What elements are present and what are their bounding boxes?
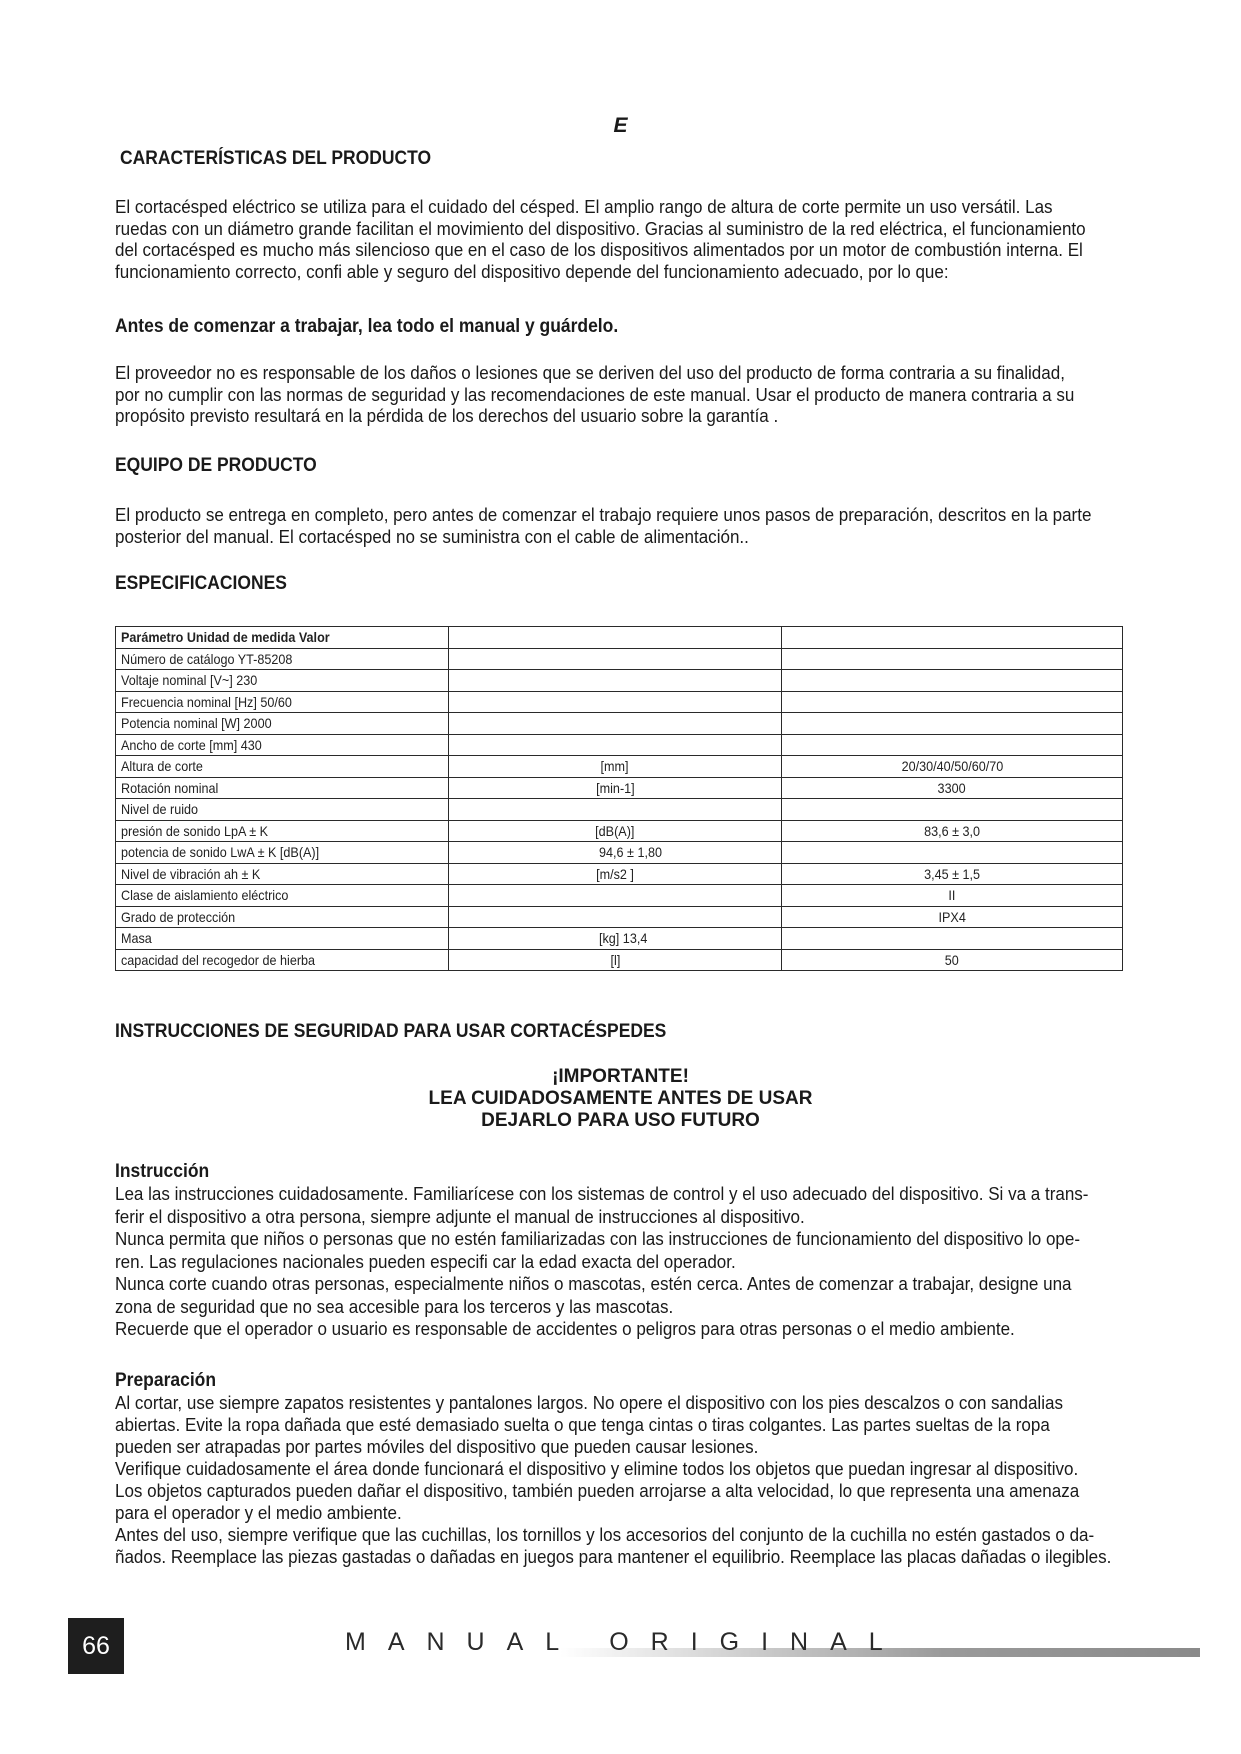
text-line: del cortacésped es mucho más silencioso que en el caso de los dispositivos alimentados por un motor de combustión interna. El	[115, 239, 1083, 260]
cell-text: capacidad del recogedor de hierba	[121, 951, 316, 968]
text-line: Los objetos capturados pueden dañar el dispositivo, también pueden arrojarse a alta velocidad, lo que representa una amenaza	[115, 1480, 1080, 1501]
table-cell	[116, 670, 449, 692]
cell-text: [l]	[610, 951, 620, 968]
cell-text: 3,45 ± 1,5	[924, 865, 980, 882]
table-cell	[782, 906, 1123, 928]
table-cell	[782, 670, 1123, 692]
cell-text: [mm]	[600, 758, 629, 775]
table-row	[116, 928, 1123, 950]
table-row	[116, 777, 1123, 799]
table-cell	[116, 949, 449, 971]
cell-text: Ancho de corte [mm] 430	[121, 736, 262, 753]
cell-text: Rotación nominal	[121, 779, 219, 796]
table-cell	[782, 713, 1123, 735]
table-cell	[449, 863, 782, 885]
table-cell	[782, 842, 1123, 864]
table-cell	[449, 928, 782, 950]
table-cell	[449, 691, 782, 713]
table-cell	[449, 734, 782, 756]
table-row	[116, 842, 1123, 864]
preparation-paragraph	[115, 1392, 1238, 1568]
cell-text: presión de sonido LpA ± K	[121, 822, 269, 839]
table-row	[116, 734, 1123, 756]
table-cell	[116, 842, 449, 864]
cell-text: [m/s2 ]	[596, 865, 634, 882]
table-cell	[782, 799, 1123, 821]
liability-paragraph	[115, 362, 1238, 427]
table-cell	[116, 627, 449, 649]
table-cell	[116, 863, 449, 885]
equipment-paragraph	[115, 504, 1238, 547]
table-cell	[116, 734, 449, 756]
table-cell	[116, 820, 449, 842]
table-row	[116, 906, 1123, 928]
text-line: Nunca corte cuando otras personas, especialmente niños o mascotas, estén cerca. Antes de comenzar a trabajar, designe una	[115, 1273, 1072, 1294]
cell-text: [kg] 13,4	[599, 930, 648, 947]
table-row	[116, 713, 1123, 735]
characteristics-title: CARACTERÍSTICAS DEL PRODUCTO	[120, 148, 432, 169]
table-cell	[782, 949, 1123, 971]
table-row	[116, 799, 1123, 821]
preparation-title: Preparación	[115, 1370, 217, 1391]
page-number: 66	[68, 1618, 124, 1674]
table-row	[116, 820, 1123, 842]
text-line: Nunca permita que niños o personas que no estén familiarizadas con las instrucciones de funcionamiento del dispositivo lo ope-	[115, 1228, 1081, 1249]
cell-text: II	[948, 887, 956, 904]
cell-text: Masa	[121, 930, 152, 947]
table-cell	[782, 863, 1123, 885]
text-line: por no cumplir con las normas de seguridad y las recomendaciones de este manual. Usar el producto de manera contraria a su	[115, 383, 1075, 405]
table-cell	[116, 713, 449, 735]
text-line: El cortacésped eléctrico se utiliza para el cuidado del césped. El amplio rango de altura de corte permite un uso versátil. Las	[115, 196, 1053, 217]
text-line: abiertas. Evite la ropa dañada que esté demasiado suelta o que tenga cintas o tiras colgantes. Las partes sueltas de la ropa	[115, 1414, 1050, 1435]
table-cell	[782, 756, 1123, 778]
cell-text: 94,6 ± 1,80	[599, 844, 662, 861]
instruction-paragraph	[115, 1183, 1238, 1341]
cell-text: Número de catálogo YT-85208	[121, 650, 293, 667]
table-cell	[449, 906, 782, 928]
table-cell	[116, 928, 449, 950]
table-cell	[449, 820, 782, 842]
table-cell	[449, 713, 782, 735]
language-mark: E	[613, 114, 628, 137]
text-line: El proveedor no es responsable de los daños o lesiones que se deriven del uso del producto de forma contraria a su finalidad,	[115, 362, 1065, 383]
table-row	[116, 863, 1123, 885]
table-cell	[782, 928, 1123, 950]
cell-text: [dB(A)]	[595, 822, 635, 839]
table-cell	[782, 691, 1123, 713]
cell-text: 20/30/40/50/60/70	[901, 758, 1003, 775]
characteristics-paragraph	[115, 196, 1238, 282]
important-line: DEJARLO PARA USO FUTURO	[481, 1110, 760, 1131]
table-row	[116, 885, 1123, 907]
important-notice	[0, 1066, 1241, 1132]
table-cell	[449, 777, 782, 799]
table-row	[116, 691, 1123, 713]
text-line: posterior del manual. El cortacésped no se suministra con el cable de alimentación..	[115, 525, 749, 547]
table-row	[116, 949, 1123, 971]
text-line: ren. Las regulaciones nacionales pueden especifi car la edad exacta del operador.	[115, 1250, 736, 1272]
cell-text: Potencia nominal [W] 2000	[121, 715, 272, 732]
text-line: zona de seguridad que no sea accesible para los terceros y las mascotas.	[115, 1295, 674, 1317]
text-line: ferir el dispositivo a otra persona, siempre adjunte el manual de instrucciones al dispositivo.	[115, 1205, 805, 1227]
table-row	[116, 648, 1123, 670]
cell-text: Frecuencia nominal [Hz] 50/60	[121, 693, 292, 710]
table-row	[116, 627, 1123, 649]
table-cell	[116, 906, 449, 928]
important-heading: ¡IMPORTANTE!	[552, 1066, 689, 1087]
text-line: para el operador y el medio ambiente.	[115, 1502, 402, 1523]
text-line: Recuerde que el operador o usuario es responsable de accidentes o peligros para otras personas o el medio ambiente.	[115, 1318, 1015, 1339]
table-row	[116, 756, 1123, 778]
cell-text: 50	[944, 951, 960, 968]
warning-text: Antes de comenzar a trabajar, lea todo el manual y guárdelo.	[115, 316, 619, 337]
table-cell	[116, 691, 449, 713]
specs-table	[115, 626, 1123, 971]
text-line: ñados. Reemplace las piezas gastadas o dañadas en juegos para mantener el equilibrio. Reemplace las placas dañadas o ilegibles.	[115, 1546, 1112, 1567]
table-cell	[449, 885, 782, 907]
table-cell	[782, 820, 1123, 842]
table-row	[116, 670, 1123, 692]
table-cell	[449, 670, 782, 692]
table-cell	[116, 777, 449, 799]
table-cell	[449, 648, 782, 670]
cell-text: 3300	[937, 779, 967, 796]
cell-text: [min-1]	[595, 779, 635, 796]
cell-text: Parámetro Unidad de medida Valor	[121, 629, 330, 646]
specs-title: ESPECIFICACIONES	[115, 573, 287, 594]
cell-text: Clase de aislamiento eléctrico	[121, 887, 289, 904]
cell-text: Nivel de ruido	[121, 801, 199, 818]
text-line: Lea las instrucciones cuidadosamente. Familiarícese con los sistemas de control y el uso adecuado del dispositivo. Si va a trans-	[115, 1183, 1089, 1204]
table-cell	[449, 627, 782, 649]
cell-text: Altura de corte	[121, 758, 203, 775]
table-cell	[116, 799, 449, 821]
safety-title: INSTRUCCIONES DE SEGURIDAD PARA USAR CORTACÉSPEDES	[115, 1021, 667, 1042]
table-cell	[116, 756, 449, 778]
table-cell	[449, 756, 782, 778]
text-line: Antes del uso, siempre verifique que las cuchillas, los tornillos y los accesorios del conjunto de la cuchilla no estén gastados o da-	[115, 1524, 1095, 1545]
table-cell	[116, 885, 449, 907]
text-line: pueden ser atrapadas por partes móviles del dispositivo que pueden causar lesiones.	[115, 1436, 759, 1457]
cell-text: Voltaje nominal [V~] 230	[121, 672, 258, 689]
cell-text: 83,6 ± 3,0	[924, 822, 980, 839]
table-cell	[449, 842, 782, 864]
important-line: LEA CUIDADOSAMENTE ANTES DE USAR	[428, 1088, 813, 1109]
table-cell	[116, 648, 449, 670]
table-cell	[782, 734, 1123, 756]
table-cell	[782, 885, 1123, 907]
cell-text: Nivel de vibración ah ± K	[121, 865, 261, 882]
text-line: funcionamiento correcto, confi able y seguro del dispositivo depende del funcionamiento adecuado, por lo que:	[115, 260, 949, 282]
cell-text: Grado de protección	[121, 908, 236, 925]
text-line: Verifique cuidadosamente el área donde funcionará el dispositivo y elimine todos los objetos que puedan ingresar al dispositivo.	[115, 1458, 1079, 1479]
footer-label: MANUAL ORIGINAL	[345, 1628, 905, 1656]
text-line: propósito previsto resultará en la pérdida de los derechos del usuario sobre la garantía .	[115, 405, 779, 426]
equipment-title: EQUIPO DE PRODUCTO	[115, 455, 317, 476]
table-cell	[449, 949, 782, 971]
text-line: Al cortar, use siempre zapatos resistentes y pantalones largos. No opere el dispositivo con los pies descalzos o con sandalias	[115, 1392, 1063, 1413]
table-cell	[782, 777, 1123, 799]
cell-text: potencia de sonido LwA ± K [dB(A)]	[121, 844, 320, 861]
text-line: El producto se entrega en completo, pero antes de comenzar el trabajo requiere unos pasos de preparación, descritos en la parte	[115, 504, 1092, 525]
table-cell	[782, 648, 1123, 670]
cell-text: IPX4	[938, 908, 966, 925]
table-cell	[782, 627, 1123, 649]
instruction-title: Instrucción	[115, 1161, 210, 1182]
table-cell	[449, 799, 782, 821]
text-line: ruedas con un diámetro grande facilitan el movimiento del dispositivo. Gracias al suministro de la red eléctrica, el funcionamiento	[115, 217, 1086, 239]
